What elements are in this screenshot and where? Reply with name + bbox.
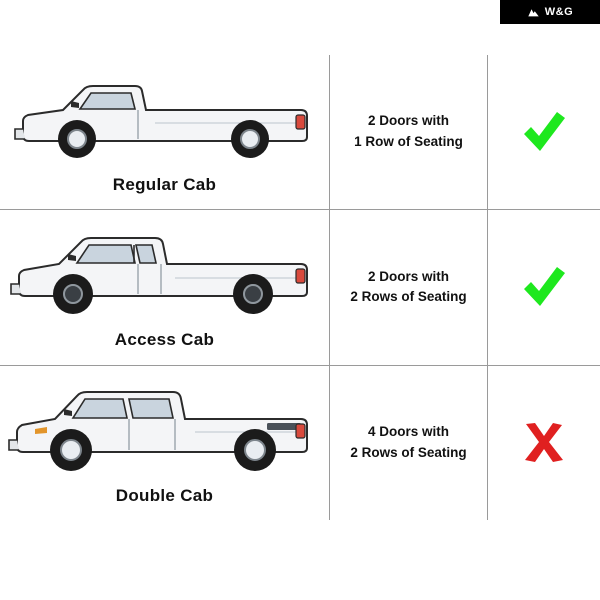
cab-label: Access Cab	[114, 330, 215, 350]
pickup-truck-regular-cab-icon	[5, 63, 325, 171]
table-row	[0, 55, 600, 209]
cross-mark-icon	[522, 422, 566, 464]
truck-image-cell	[0, 366, 330, 520]
verdict-cell	[488, 55, 600, 209]
pickup-truck-double-cab-icon	[5, 374, 325, 482]
verdict-cell	[488, 210, 600, 364]
brand-badge	[500, 0, 600, 24]
table-row	[0, 365, 600, 520]
check-mark-icon	[520, 110, 568, 154]
truck-image-cell	[0, 210, 330, 364]
brand-name: W&G	[544, 6, 574, 18]
spec-line-2: 2 Rows of Seating	[350, 289, 467, 305]
cab-label: Double Cab	[115, 485, 214, 505]
spec-line-1: 4 Doors with	[367, 423, 449, 439]
table-row	[0, 209, 600, 364]
spec-line-2: 1 Row of Seating	[354, 134, 463, 150]
cab-comparison-table	[0, 55, 600, 520]
spec-cell	[330, 55, 488, 209]
spec-cell	[330, 210, 488, 364]
check-mark-icon	[520, 265, 568, 309]
spec-line-2: 2 Rows of Seating	[350, 444, 467, 460]
spec-cell	[330, 366, 488, 520]
mountain-logo-icon	[527, 6, 540, 19]
pickup-truck-access-cab-icon	[5, 218, 325, 326]
spec-line-1: 2 Doors with	[367, 268, 449, 284]
spec-line-1: 2 Doors with	[367, 113, 449, 129]
truck-image-cell	[0, 55, 330, 209]
cab-label: Regular Cab	[112, 175, 217, 194]
verdict-cell	[488, 366, 600, 520]
